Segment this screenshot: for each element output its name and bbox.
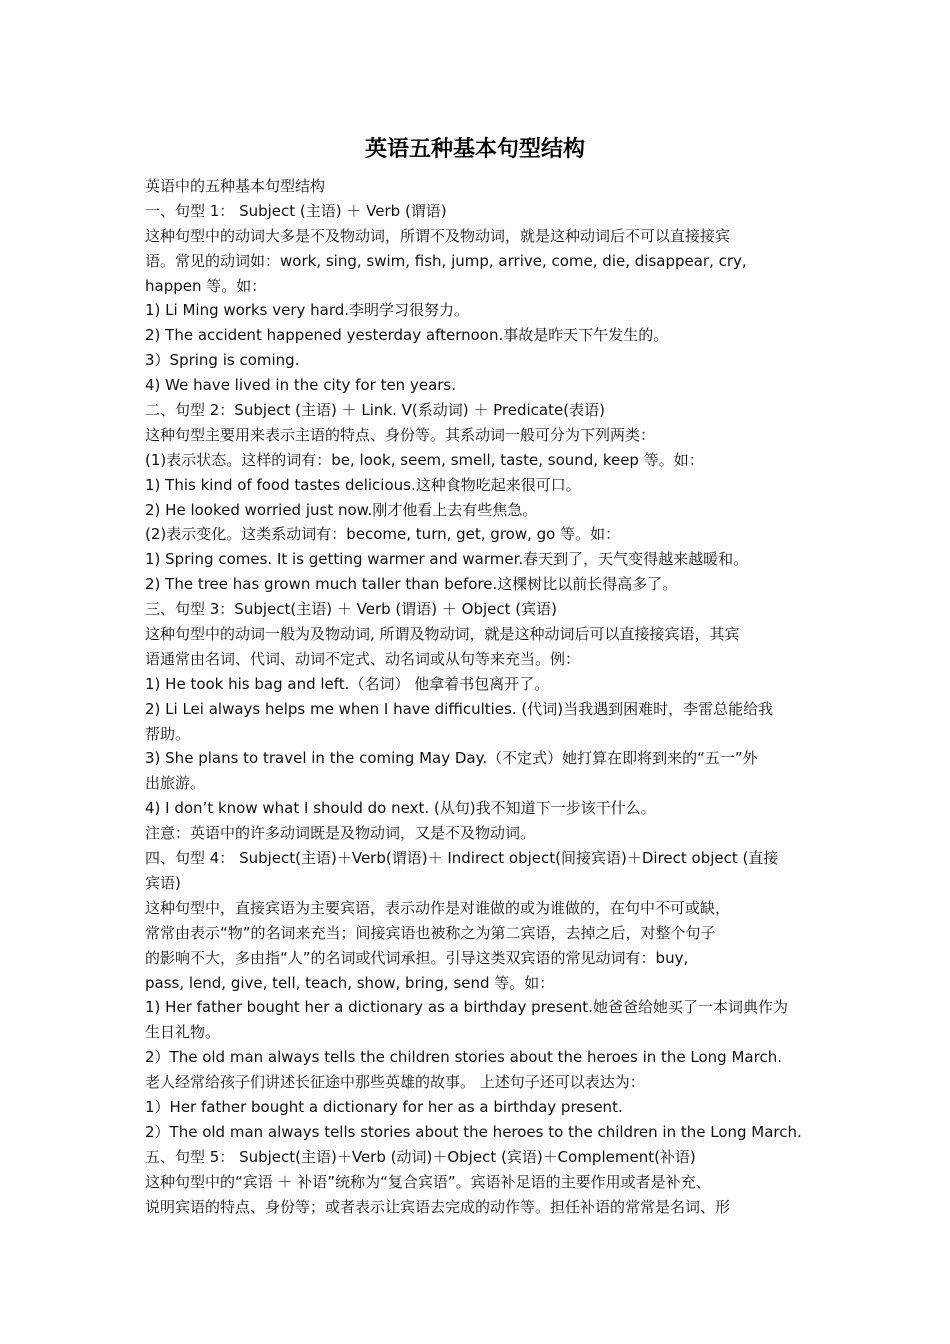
text-line: 五、句型 5： Subject(主语)＋Verb (动词)＋Object (宾语)＋Complement(补语): [145, 1147, 696, 1166]
text-line: 这种句型中的“宾语 ＋ 补语”统称为“复合宾语”。宾语补足语的主要作用或者是补充、: [145, 1172, 711, 1191]
text-line: 出旅游。: [145, 774, 206, 793]
text-line: 注意：英语中的许多动词既是及物动词，又是不及物动词。: [145, 824, 536, 843]
text-line: 2）The old man always tells stories about the heroes to the children in the Long March.: [145, 1122, 802, 1141]
text-line: 四、句型 4： Subject(主语)＋Verb(谓语)＋ Indirect object(间接宾语)＋Direct object (直接: [145, 849, 779, 868]
text-line: 1) Her father bought her a dictionary as a birthday present.她爸爸给她买了一本词典作为: [145, 998, 788, 1017]
text-line: 语。常见的动词如：work, sing, swim, fish, jump, arrive, come, die, disappear, cry,: [145, 251, 747, 270]
text-line: pass, lend, give, tell, teach, show, bring, send 等。如：: [145, 973, 555, 992]
text-line: 英语中的五种基本句型结构: [145, 177, 326, 195]
text-line: 2）The old man always tells the children stories about the heroes in the Long March.: [145, 1048, 782, 1067]
text-line: (2)表示变化。这类系动词有：become, turn, get, grow, go 等。如：: [145, 525, 621, 544]
text-line: 这种句型中，直接宾语为主要宾语，表示动作是对谁做的或为谁做的，在句中不可或缺，: [145, 898, 731, 917]
text-line: 的影响不大，多由指“人”的名词或代词承担。引导这类双宾语的常见动词有：buy,: [145, 948, 689, 967]
text-line: 帮助。: [145, 724, 191, 743]
text-line: 语通常由名词、代词、动词不定式、动名词或从句等来充当。例：: [145, 649, 581, 668]
text-line: 一、句型 1： Subject (主语) ＋ Verb (谓语): [145, 201, 447, 220]
text-line: 二、句型 2：Subject (主语) ＋ Link. V(系动词) ＋ Predicate(表语): [145, 401, 605, 420]
text-line: 1) Li Ming works very hard.李明学习很努力。: [145, 301, 470, 320]
text-line: happen 等。如：: [145, 276, 267, 295]
text-line: 2) He looked worried just now.刚才他看上去有些焦急。: [145, 500, 538, 519]
text-line: 三、句型 3：Subject(主语) ＋ Verb (谓语) ＋ Object (宾语): [145, 600, 557, 619]
document-body: [145, 174, 815, 1219]
text-line: 说明宾语的特点、身份等；或者表示让宾语去完成的动作等。担任补语的常常是名词、形: [145, 1197, 731, 1216]
text-line: 1) This kind of food tastes delicious.这种食物吃起来很可口。: [145, 475, 581, 494]
text-line: 生日礼物。: [145, 1023, 221, 1042]
document-title: 英语五种基本句型结构: [364, 137, 585, 162]
text-line: 老人经常给孩子们讲述长征途中那些英雄的故事。 上述句子还可以表达为：: [145, 1073, 645, 1092]
text-line: 4) I don’t know what I should do next. (从句)我不知道下一步该干什么。: [145, 799, 656, 818]
text-line: 2) The accident happened yesterday afternoon.事故是昨天下午发生的。: [145, 326, 669, 345]
text-line: 这种句型中的动词大多是不及物动词，所谓不及物动词，就是这种动词后不可以直接接宾: [145, 226, 731, 245]
text-line: 这种句型中的动词一般为及物动词, 所谓及物动词，就是这种动词后可以直接接宾语，其宾: [145, 625, 740, 644]
text-line: 1) He took his bag and left.（名词） 他拿着书包离开了。: [145, 674, 550, 693]
text-line: 3）Spring is coming.: [145, 351, 300, 370]
text-line: 宾语): [145, 873, 181, 892]
text-line: 常常由表示“物”的名词来充当；间接宾语也被称之为第二宾语，去掉之后，对整个句子: [145, 923, 716, 942]
text-line: 1) Spring comes. It is getting warmer and warmer.春天到了，天气变得越来越暖和。: [145, 550, 749, 569]
text-line: 2) The tree has grown much taller than before.这棵树比以前长得高多了。: [145, 575, 678, 594]
text-line: 3) She plans to travel in the coming May Day.（不定式）她打算在即将到来的“五一”外: [145, 749, 758, 768]
text-line: (1)表示状态。这样的词有：be, look, seem, smell, taste, sound, keep 等。如：: [145, 450, 704, 469]
text-line: 这种句型主要用来表示主语的特点、身份等。其系动词一般可分为下列两类：: [145, 425, 656, 444]
text-line: 1）Her father bought a dictionary for her as a birthday present.: [145, 1097, 623, 1116]
text-line: 2) Li Lei always helps me when I have difficulties. (代词)当我遇到困难时，李雷总能给我: [145, 699, 774, 718]
text-line: 4) We have lived in the city for ten years.: [145, 376, 457, 395]
